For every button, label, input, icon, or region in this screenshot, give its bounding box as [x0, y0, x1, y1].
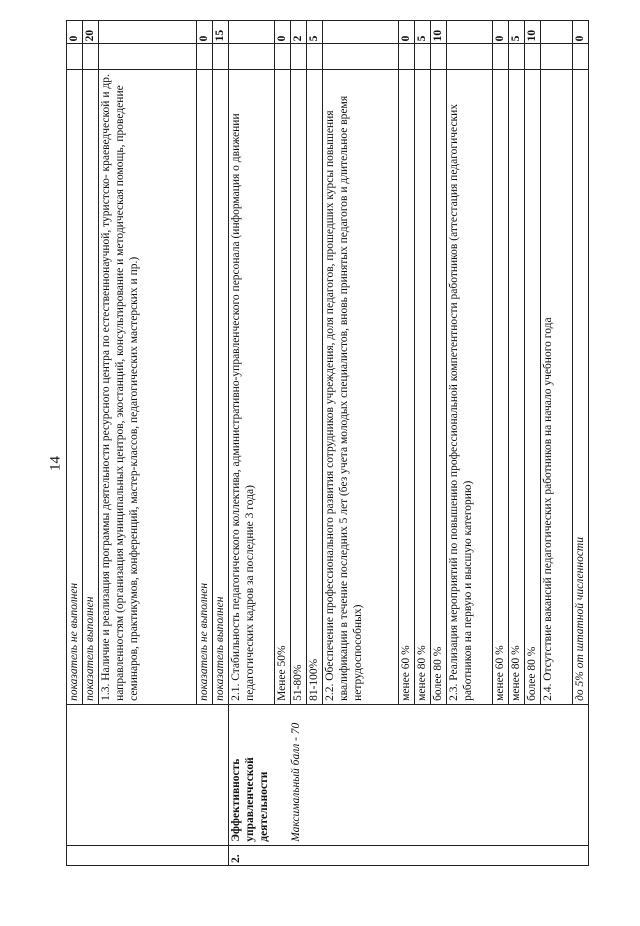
- criterion-cell: [229, 704, 589, 845]
- indicator-cell: 1.3. Наличие и реализация программы деятельности ресурсного центра по естественнонаучной, туристско- краеведческой и др. направленностям (организация муниципальных центров, экостанций, консультирование и методическая помощь, проведение семинаров, практикумов, конференций, мастер-классов, педагогических мастерских и пр.): [99, 69, 197, 704]
- score-cell: 5: [509, 21, 525, 44]
- indicator-cell: 2.2. Обеспечение профессионального развития сотрудников учреждения, доля педагогов, прошедших курсы повышения квалификации в течение последних 5 лет (без учета молодых специалистов, вновь принятых педагогов и длительное время нетрудоспособных): [323, 69, 399, 704]
- blank-cell: [541, 44, 573, 69]
- indicator-cell: показатель выполнен: [83, 69, 99, 704]
- criterion-title: Эффективность управленческой деятельности: [230, 757, 271, 842]
- criteria-table-body: [67, 21, 589, 866]
- indicator-cell: 2.3. Реализация мероприятий по повышению профессиональной компетентности работников (аттестация педагогических работников на первую и высшую категорию): [447, 69, 493, 704]
- indicator-cell: 2.1. Стабильность педагогического коллектива, административно-управленческого персонала (информация о движении педагогических кадров за последние 3 года): [229, 69, 275, 704]
- score-cell: 0: [67, 21, 83, 44]
- score-cell: [323, 21, 399, 44]
- blank-cell: [275, 44, 291, 69]
- blank-cell: [197, 44, 213, 69]
- score-cell: [447, 21, 493, 44]
- indicator-cell: показатель выполнен: [213, 69, 229, 704]
- blank-cell: [291, 44, 307, 69]
- score-cell: 0: [573, 21, 589, 44]
- score-cell: [229, 21, 275, 44]
- blank-cell: [83, 44, 99, 69]
- score-cell: 10: [525, 21, 541, 44]
- indicator-cell: более 80 %: [525, 69, 541, 704]
- table-row: [67, 21, 83, 866]
- score-cell: 0: [275, 21, 291, 44]
- indicator-cell: Менее 50%: [275, 69, 291, 704]
- indicator-cell: показатель не выполнен: [197, 69, 213, 704]
- criterion-number: 2.: [229, 845, 589, 865]
- score-cell: 5: [307, 21, 323, 44]
- indicator-cell: 2.4. Отсутствие вакансий педагогических работников на начало учебного года: [541, 69, 573, 704]
- blank-cell: [415, 44, 431, 69]
- score-cell: [541, 21, 573, 44]
- score-cell: 0: [493, 21, 509, 44]
- criterion-cell-empty: [67, 704, 229, 845]
- score-cell: 0: [399, 21, 415, 44]
- criteria-table: [66, 20, 589, 866]
- score-cell: 2: [291, 21, 307, 44]
- indicator-cell: показатель не выполнен: [67, 69, 83, 704]
- blank-cell: [525, 44, 541, 69]
- score-cell: 0: [197, 21, 213, 44]
- blank-cell: [99, 44, 197, 69]
- indicator-cell: менее 60 %: [399, 69, 415, 704]
- indicator-cell: 51-80%: [291, 69, 307, 704]
- criterion-max-score: Максимальный балл - 70: [290, 722, 303, 842]
- indicator-cell: более 80 %: [431, 69, 447, 704]
- blank-cell: [67, 44, 83, 69]
- blank-cell: [323, 44, 399, 69]
- score-cell: 20: [83, 21, 99, 44]
- blank-cell: [213, 44, 229, 69]
- indicator-cell: менее 80 %: [415, 69, 431, 704]
- blank-cell: [493, 44, 509, 69]
- blank-cell: [447, 44, 493, 69]
- blank-cell: [509, 44, 525, 69]
- score-cell: 15: [213, 21, 229, 44]
- blank-cell: [431, 44, 447, 69]
- rotated-table-container: [66, 20, 587, 866]
- blank-cell: [307, 44, 323, 69]
- indicator-cell: 81-100%: [307, 69, 323, 704]
- indicator-cell: менее 80 %: [509, 69, 525, 704]
- number-cell-empty: [67, 845, 229, 865]
- indicator-cell: до 5% от штатной численности: [573, 69, 589, 704]
- score-cell: [99, 21, 197, 44]
- blank-cell: [573, 44, 589, 69]
- score-cell: 5: [415, 21, 431, 44]
- indicator-cell: менее 60 %: [493, 69, 509, 704]
- table-row: [229, 21, 275, 866]
- blank-cell: [229, 44, 275, 69]
- blank-cell: [399, 44, 415, 69]
- page-number: 14: [47, 456, 64, 471]
- score-cell: 10: [431, 21, 447, 44]
